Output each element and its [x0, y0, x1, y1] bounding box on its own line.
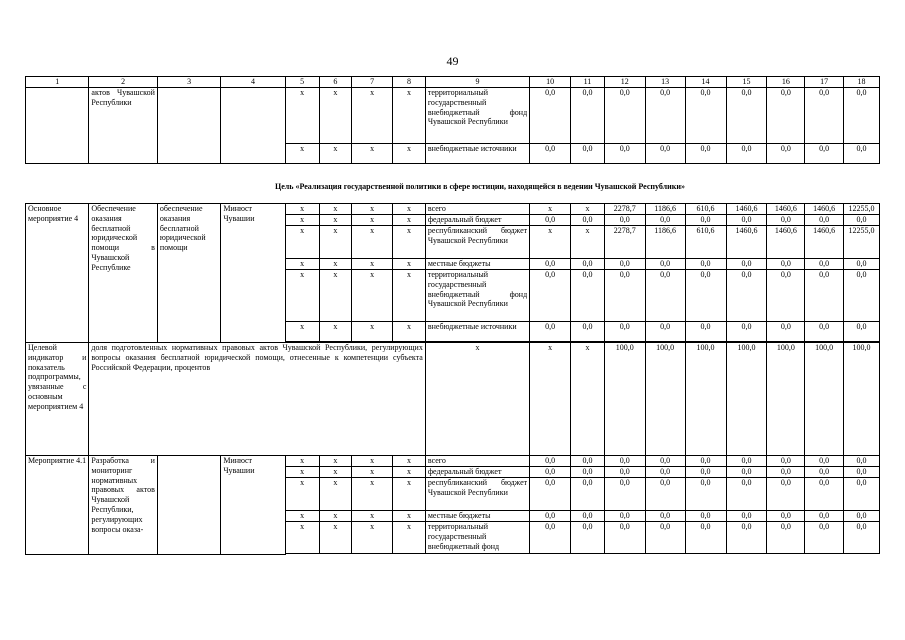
table-cell: x — [285, 270, 319, 322]
table-cell: x — [571, 343, 605, 456]
table-cell: 0,0 — [571, 522, 605, 554]
table-cell: x — [352, 88, 393, 144]
table-cell: x — [393, 478, 426, 511]
col-header: 10 — [530, 77, 571, 88]
table-cell: x — [285, 144, 319, 164]
col-header: 1 — [26, 77, 89, 88]
table-cell: 0,0 — [726, 522, 767, 554]
table-cell: x — [393, 259, 426, 270]
table-cell: x — [285, 478, 319, 511]
main-event-code: Основное мероприятие 4 — [26, 204, 89, 343]
table-cell: x — [285, 259, 319, 270]
table-cell: x — [352, 259, 393, 270]
col-header: 5 — [285, 77, 319, 88]
table-cell: x — [393, 270, 426, 322]
table-cell: 0,0 — [726, 322, 767, 342]
table-cell: 0,0 — [604, 511, 645, 522]
table-cell: 0,0 — [767, 144, 805, 164]
col-header: 3 — [157, 77, 220, 88]
table-cell: внебюджетные источники — [425, 322, 529, 342]
table-cell: всего — [425, 456, 529, 467]
table-cell: x — [319, 215, 352, 226]
table-cell: 0,0 — [805, 478, 844, 511]
table-cell: x — [393, 511, 426, 522]
table-cell: 0,0 — [604, 88, 645, 144]
page-number: 49 — [446, 54, 459, 68]
table-cell: x — [319, 204, 352, 215]
event-code: Мероприятие 4.1 — [26, 456, 89, 555]
col-header: 9 — [425, 77, 529, 88]
table-cell: x — [571, 204, 605, 215]
table-cell: 0,0 — [530, 456, 571, 467]
table-cell: 1460,6 — [767, 226, 805, 259]
table-cell: 0,0 — [767, 478, 805, 511]
table-cell: местные бюджеты — [425, 511, 529, 522]
table-cell: 0,0 — [805, 215, 844, 226]
table-cell: x — [393, 215, 426, 226]
table-cell: 0,0 — [571, 478, 605, 511]
table-cell: территориальный государственный внебюджетный фонд Чувашской Республики — [425, 88, 529, 144]
table-cell — [157, 88, 220, 164]
table-cell: 0,0 — [530, 144, 571, 164]
goal-heading: Цель «Реализация государственной политики в сфере юстиции, находящейся в ведении Чувашской Республики» — [274, 182, 685, 191]
table-cell: 0,0 — [530, 88, 571, 144]
table-cell: 0,0 — [767, 522, 805, 554]
table-cell: 0,0 — [604, 478, 645, 511]
table-cell: 0,0 — [685, 456, 726, 467]
table-cell: x — [319, 522, 352, 554]
main-event-name: Обеспечение оказания бесплатной юридической помощи в Чувашской Республике — [89, 204, 158, 343]
table-cell: 0,0 — [726, 467, 767, 478]
table-cell: 0,0 — [571, 215, 605, 226]
table-cell: 0,0 — [604, 522, 645, 554]
table-cell — [26, 88, 89, 164]
table-cell: 0,0 — [571, 511, 605, 522]
table-cell: 0,0 — [645, 270, 685, 322]
table-cell: федеральный бюджет — [425, 467, 529, 478]
table-cell: 0,0 — [685, 259, 726, 270]
table-cell: 0,0 — [685, 511, 726, 522]
table-cell: 0,0 — [645, 456, 685, 467]
table-cell: 0,0 — [726, 259, 767, 270]
table-cell: x — [285, 511, 319, 522]
table-cell: 0,0 — [805, 259, 844, 270]
table-cell: 0,0 — [844, 270, 880, 322]
table-cell: 0,0 — [767, 270, 805, 322]
col-header: 13 — [645, 77, 685, 88]
col-header: 15 — [726, 77, 767, 88]
table-cell: 0,0 — [530, 522, 571, 554]
col-header: 11 — [571, 77, 605, 88]
table-cell: x — [285, 467, 319, 478]
table-cell: 0,0 — [805, 522, 844, 554]
table-cell: x — [571, 226, 605, 259]
table-cell: x — [393, 322, 426, 342]
table-cell: 0,0 — [844, 322, 880, 342]
table-cell: x — [352, 204, 393, 215]
table-cell: актов Чувашской Республики — [89, 88, 158, 164]
event-executor: Минюст Чувашии — [221, 456, 285, 555]
table-cell: 0,0 — [530, 478, 571, 511]
table-cell: 0,0 — [571, 467, 605, 478]
table-cell: 0,0 — [805, 456, 844, 467]
table-cell: 2278,7 — [604, 226, 645, 259]
table-cell: x — [285, 456, 319, 467]
table-cell: всего — [425, 204, 529, 215]
table-cell: 0,0 — [685, 467, 726, 478]
table-cell: 0,0 — [685, 270, 726, 322]
table-cell: 0,0 — [685, 215, 726, 226]
table-cell: 610,6 — [685, 204, 726, 215]
table-cell: 0,0 — [805, 467, 844, 478]
table-cell: 0,0 — [571, 144, 605, 164]
table-cell: 100,0 — [726, 343, 767, 456]
table-cell: 100,0 — [767, 343, 805, 456]
table-cell: 0,0 — [645, 322, 685, 342]
table-cell: 0,0 — [645, 259, 685, 270]
table-cell: 100,0 — [604, 343, 645, 456]
table-cell: 0,0 — [844, 511, 880, 522]
table-cell: 0,0 — [844, 259, 880, 270]
table-cell: 0,0 — [571, 456, 605, 467]
table-cell: 0,0 — [604, 270, 645, 322]
continuation-table — [25, 76, 880, 164]
table-cell: 0,0 — [844, 215, 880, 226]
col-header: 8 — [393, 77, 426, 88]
table-cell: 0,0 — [844, 522, 880, 554]
table-cell — [157, 456, 220, 555]
table-cell: x — [319, 478, 352, 511]
table-cell: 0,0 — [530, 467, 571, 478]
table-cell: 0,0 — [645, 478, 685, 511]
table-cell: 0,0 — [844, 467, 880, 478]
table-cell: x — [319, 467, 352, 478]
table-cell: 0,0 — [805, 322, 844, 342]
table-cell: 0,0 — [726, 478, 767, 511]
table-cell: x — [530, 226, 571, 259]
table-cell: 0,0 — [685, 322, 726, 342]
col-header: 6 — [319, 77, 352, 88]
table-cell: 0,0 — [767, 511, 805, 522]
table-cell: 0,0 — [645, 144, 685, 164]
table-cell: территориальный государственный внебюджетный фонд Чувашской Республики — [425, 270, 529, 322]
table-cell: 0,0 — [604, 259, 645, 270]
table-cell: 1186,6 — [645, 204, 685, 215]
table-cell: 1460,6 — [805, 204, 844, 215]
table-cell: 0,0 — [685, 88, 726, 144]
table-cell: 0,0 — [767, 215, 805, 226]
table-cell: 0,0 — [685, 144, 726, 164]
table-cell: 100,0 — [685, 343, 726, 456]
table-cell: 0,0 — [726, 144, 767, 164]
table-cell: 0,0 — [844, 144, 880, 164]
table-cell: x — [285, 226, 319, 259]
table-cell: x — [530, 343, 571, 456]
table-cell: 1460,6 — [726, 226, 767, 259]
col-header: 17 — [805, 77, 844, 88]
table-cell: x — [285, 88, 319, 144]
table-cell: внебюджетные источники — [425, 144, 529, 164]
col-header: 16 — [767, 77, 805, 88]
table-cell: 0,0 — [767, 88, 805, 144]
table-cell: 0,0 — [645, 215, 685, 226]
table-cell: 100,0 — [645, 343, 685, 456]
table-cell: x — [393, 88, 426, 144]
table-row — [26, 456, 880, 467]
table-cell: x — [319, 511, 352, 522]
table-cell — [221, 88, 285, 164]
table-cell: 0,0 — [726, 511, 767, 522]
table-cell: 0,0 — [685, 478, 726, 511]
table-cell: 0,0 — [767, 467, 805, 478]
table-cell: 0,0 — [571, 259, 605, 270]
table-cell: x — [352, 478, 393, 511]
table-cell: x — [352, 511, 393, 522]
table-cell: 0,0 — [604, 456, 645, 467]
table-cell: 0,0 — [530, 270, 571, 322]
table-cell: x — [352, 522, 393, 554]
col-header: 2 — [89, 77, 158, 88]
table-cell: 0,0 — [604, 215, 645, 226]
table-cell: 0,0 — [726, 270, 767, 322]
table-cell: x — [285, 204, 319, 215]
table-cell: 0,0 — [805, 511, 844, 522]
table-cell: x — [319, 88, 352, 144]
table-cell: x — [425, 343, 529, 456]
col-header: 4 — [221, 77, 285, 88]
table-cell: x — [393, 467, 426, 478]
table-row — [26, 88, 880, 144]
table-cell: 0,0 — [726, 88, 767, 144]
col-header: 14 — [685, 77, 726, 88]
table-cell: местные бюджеты — [425, 259, 529, 270]
table-cell: территориальный государственный внебюджетный фонд — [425, 522, 529, 554]
table-cell: 0,0 — [805, 144, 844, 164]
table-cell: 0,0 — [767, 456, 805, 467]
table-cell: 0,0 — [571, 322, 605, 342]
table-cell: 0,0 — [805, 270, 844, 322]
table-cell: x — [285, 522, 319, 554]
table-cell: 0,0 — [645, 511, 685, 522]
table-cell: 0,0 — [726, 215, 767, 226]
table-cell: x — [285, 215, 319, 226]
table-cell: x — [393, 226, 426, 259]
table-cell: x — [319, 456, 352, 467]
table-cell: x — [319, 322, 352, 342]
table-cell: x — [352, 226, 393, 259]
table-cell: 100,0 — [805, 343, 844, 456]
indicator-row — [26, 343, 880, 456]
table-cell: x — [352, 467, 393, 478]
table-cell: федеральный бюджет — [425, 215, 529, 226]
table-cell: x — [319, 259, 352, 270]
table-cell: 0,0 — [844, 478, 880, 511]
table-cell: 2278,7 — [604, 204, 645, 215]
table-cell: x — [393, 456, 426, 467]
table-cell: 0,0 — [645, 88, 685, 144]
table-cell: 0,0 — [604, 322, 645, 342]
table-cell: 0,0 — [844, 88, 880, 144]
table-cell: 0,0 — [530, 215, 571, 226]
table-cell: x — [530, 204, 571, 215]
table-cell: x — [319, 270, 352, 322]
col-header: 12 — [604, 77, 645, 88]
table-cell: 0,0 — [685, 522, 726, 554]
table-cell: 0,0 — [767, 259, 805, 270]
table-cell: 0,0 — [604, 144, 645, 164]
table-cell: 1186,6 — [645, 226, 685, 259]
table-cell: x — [319, 226, 352, 259]
table-row — [26, 204, 880, 215]
table-cell: республиканский бюджет Чувашской Республики — [425, 226, 529, 259]
table-cell: 0,0 — [604, 467, 645, 478]
table-cell: 0,0 — [530, 322, 571, 342]
events-table — [25, 203, 880, 555]
table-cell: 0,0 — [767, 322, 805, 342]
table-cell: 1460,6 — [805, 226, 844, 259]
table-cell: 0,0 — [571, 270, 605, 322]
indicator-description: доля подготовленных нормативных правовых актов Чувашской Республики, регулирующих вопросы оказания бесплатной юридической помощи, отнесенные к компетенции субъекта Российской Федерации, процентов — [89, 343, 425, 456]
table-cell: 1460,6 — [767, 204, 805, 215]
table-cell: 1460,6 — [726, 204, 767, 215]
table-cell: 100,0 — [844, 343, 880, 456]
table-cell: x — [393, 522, 426, 554]
table-cell: x — [285, 322, 319, 342]
table-cell: x — [352, 270, 393, 322]
table-cell: 0,0 — [805, 88, 844, 144]
table-cell: 12255,0 — [844, 204, 880, 215]
table-cell: 0,0 — [530, 511, 571, 522]
table-cell: x — [393, 204, 426, 215]
col-header: 18 — [844, 77, 880, 88]
column-number-row — [26, 77, 880, 88]
table-cell: x — [352, 322, 393, 342]
table-cell: x — [352, 144, 393, 164]
table-cell: x — [319, 144, 352, 164]
table-cell: 0,0 — [844, 456, 880, 467]
table-cell: 0,0 — [645, 467, 685, 478]
table-cell: 0,0 — [645, 522, 685, 554]
indicator-label: Целевой индикатор и показатель подпрограммы, увязанные с основным мероприятием 4 — [26, 343, 89, 456]
event-name: Разработка и мониторинг нормативных правовых актов Чувашской Республики, регулирующих вопросы оказа- — [89, 456, 158, 555]
table-cell: 610,6 — [685, 226, 726, 259]
main-event-executor: Минюст Чувашии — [221, 204, 285, 343]
table-cell: республиканский бюджет Чувашской Республики — [425, 478, 529, 511]
table-cell: x — [393, 144, 426, 164]
main-event-task: обеспечение оказания бесплатной юридической помощи — [157, 204, 220, 343]
col-header: 7 — [352, 77, 393, 88]
table-cell: x — [352, 456, 393, 467]
table-cell: 0,0 — [530, 259, 571, 270]
table-cell: 0,0 — [571, 88, 605, 144]
table-cell: 12255,0 — [844, 226, 880, 259]
table-cell: 0,0 — [726, 456, 767, 467]
table-cell: x — [352, 215, 393, 226]
